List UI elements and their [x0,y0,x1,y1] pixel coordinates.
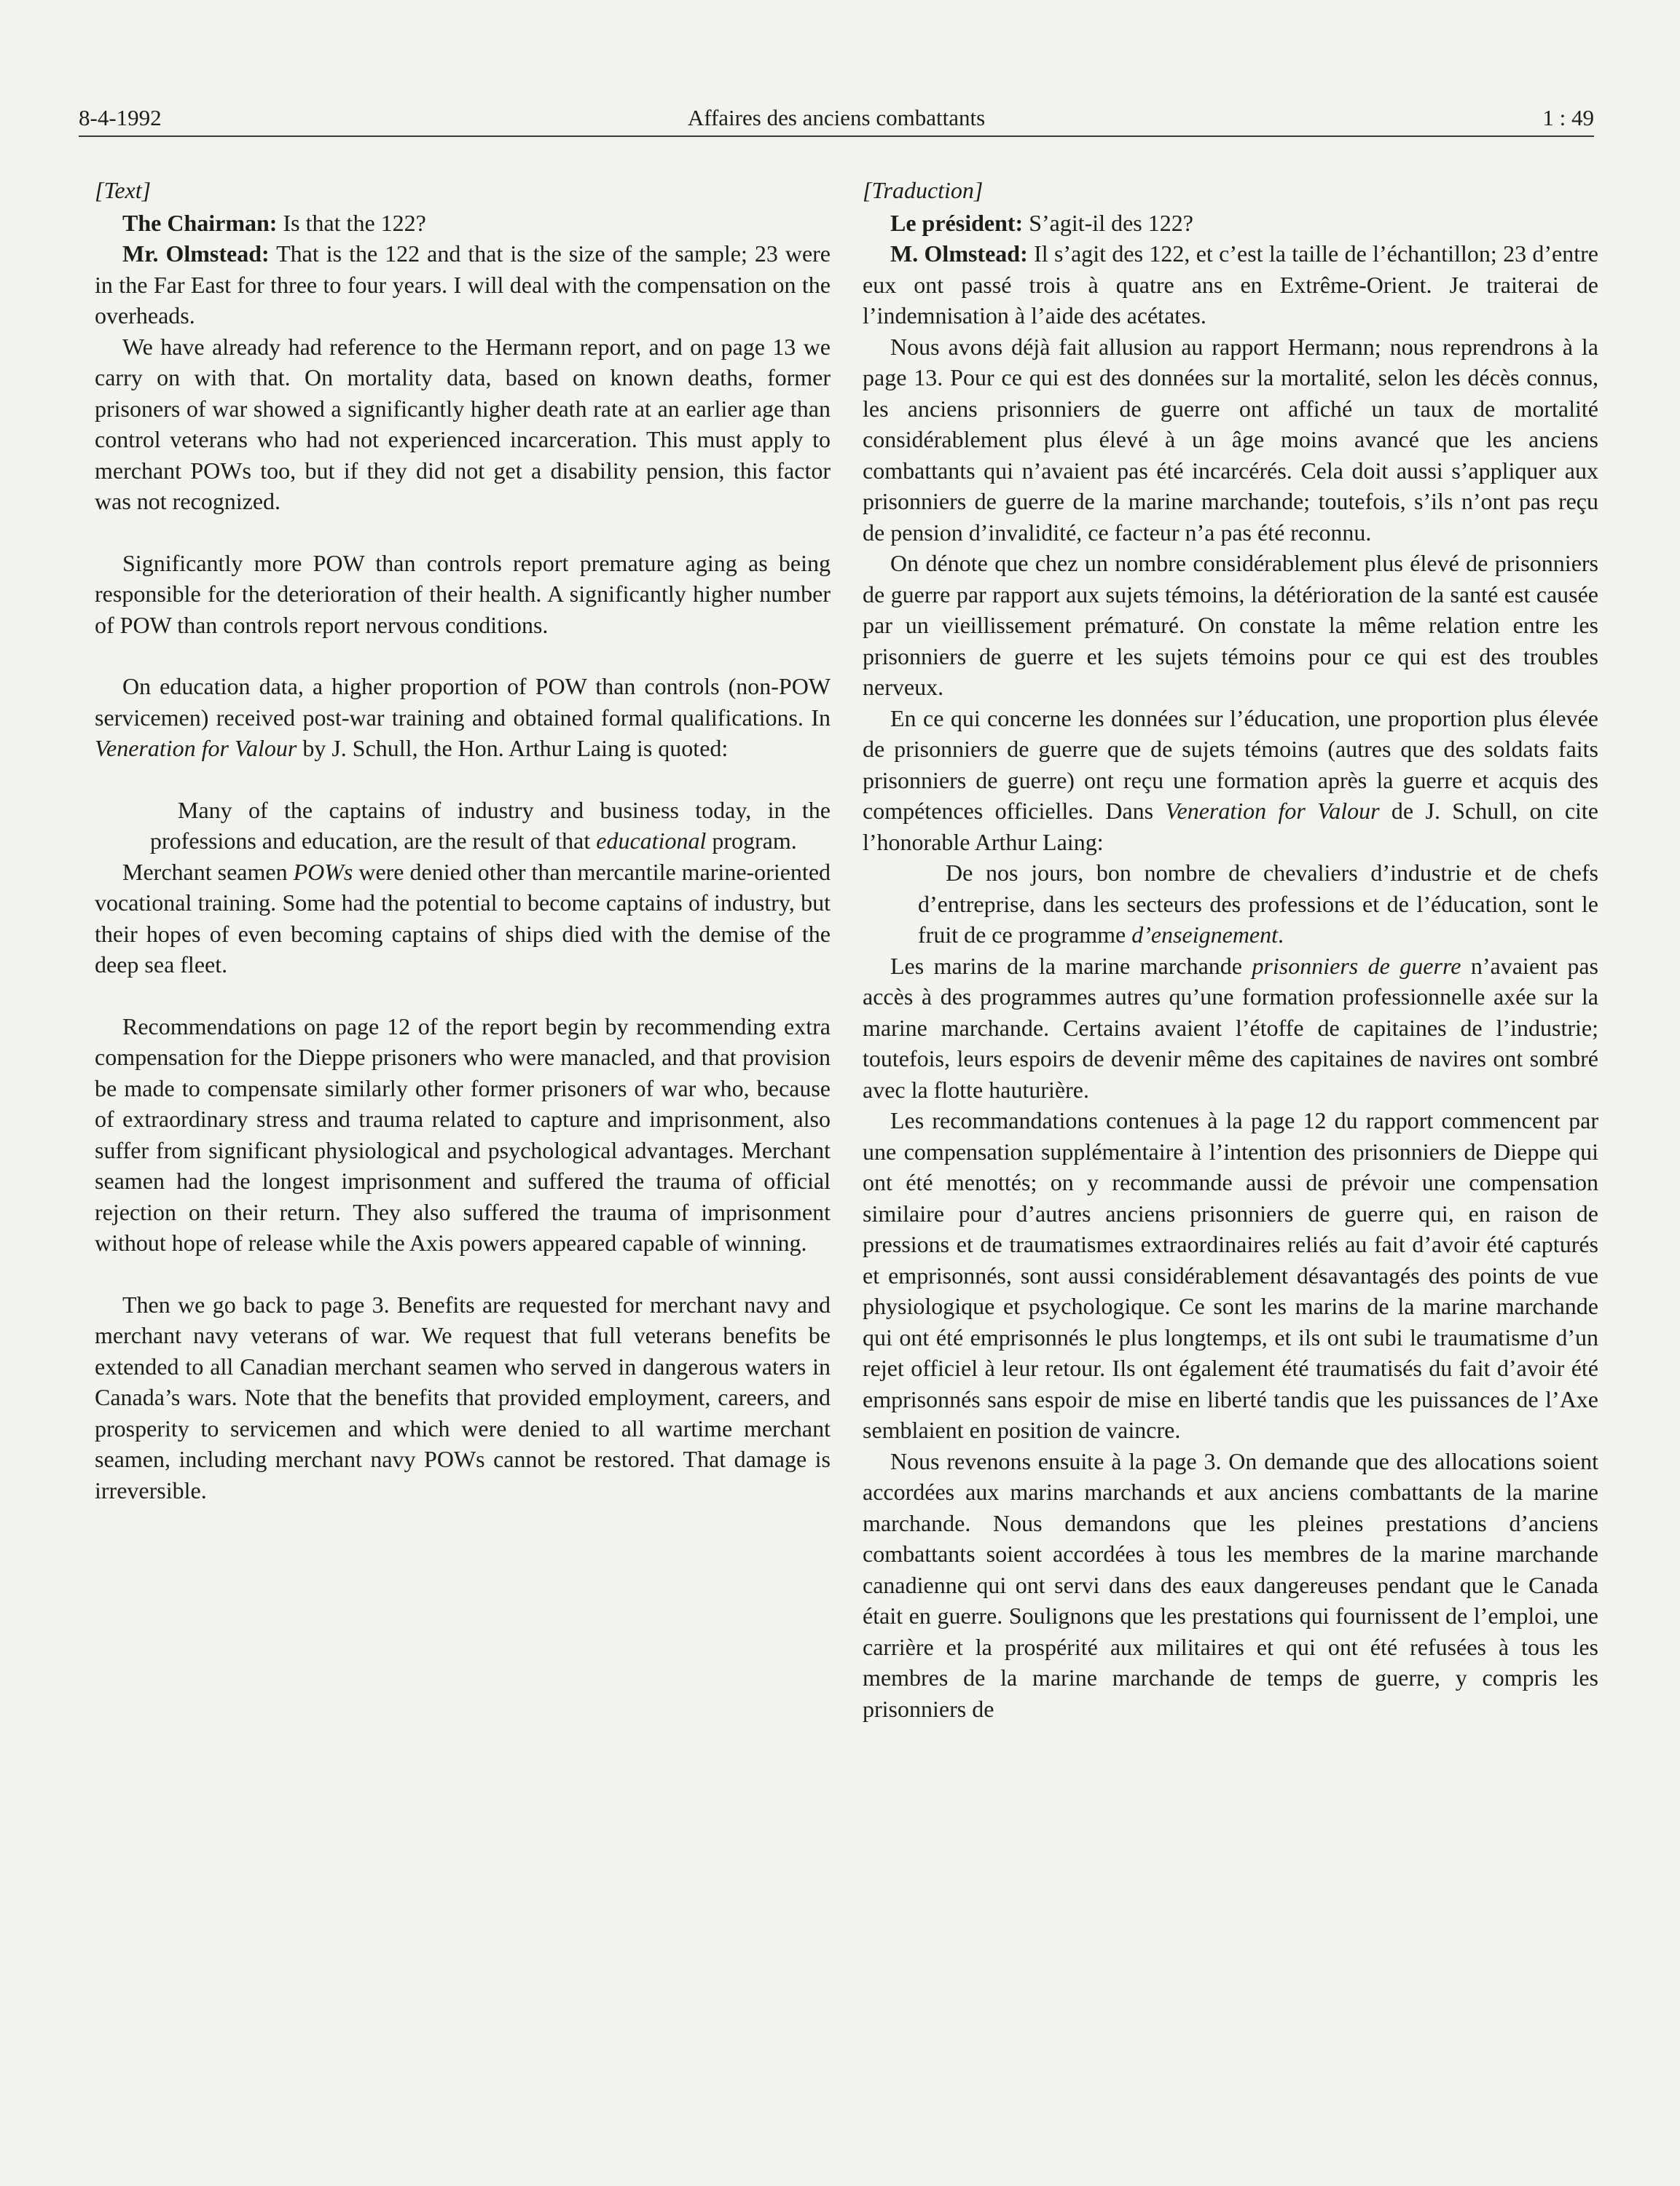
paragraph [863,703,1598,858]
paragraph: Nous avons déjà fait allusion au rapport Hermann; nous reprendrons à la page 13. Pour ce qui est des données sur la mortalité, selon les décès connus, les anciens prisonniers de guerre ont affiché un taux de mortalité considérablement plus élevé à un âge moins avancé que les anciens combattants qui n’avaient pas été incarcérés. Cela doit aussi s’appliquer aux prisonniers de guerre de la marine marchande; toutefois, s’ils n’ont pas reçu de pension d’invalidité, ce facteur n’a pas été reconnu. [863,333,1598,546]
speech-text: Is that the 122? [277,209,426,236]
speaker-name: The Chairman: [122,209,278,236]
paragraph [95,238,831,331]
text-run: . [1278,921,1284,948]
text-run: Les marins de la marine marchande [890,952,1252,979]
emphasis: educational [596,827,707,854]
paragraph: Significantly more POW than controls report premature aging as being responsible for the deterioration of their health. A significantly higher number of POW than controls report nervous conditions. [95,549,831,638]
language-label-text: Text [103,177,142,203]
paragraph: Nous revenons ensuite à la page 3. On demande que des allocations soient accordées aux marins marchands et aux anciens combattants de la marine marchande. Nous demandons que les pleines prestations d’anciens combattants soient accordées à tous les membres de la marine marchande canadienne qui ont servi dans des eaux dangereuses pendant que le Canada était en guerre. Soulignons que les prestations qui fournissent de l’emploi, une carrière et la prospérité aux militaires et qui ont été refusées à tous les membres de la marine marchande de temps de guerre, y compris les prisonniers de [863,1447,1598,1722]
text-run: de J. Schull, on cite l’honorable Arthur Laing: [863,798,1599,855]
header-page-number: 1 : 49 [1542,105,1594,130]
speech-text: That is the 122 and that is the size of the sample; 23 were in the Far East for three to four years. I will deal with the compensation on the overheads. [95,240,831,329]
book-title: Veneration for Valour [95,735,297,761]
paragraph [95,671,831,764]
language-label: [Text] [95,177,152,203]
paragraph: We have already had reference to the Hermann report, and on page 13 we carry on with that. On mortality data, based on known deaths, former prisoners of war showed a significantly higher death rate at an earlier age than control veterans who had not experienced incarceration. This must apply to merchant POWs too, but if they did not get a disability pension, this factor was not recognized. [95,333,831,514]
language-label: [Traduction] [863,177,984,203]
speech-text: Il s’agit des 122, et c’est la taille de l’échantillon; 23 d’entre eux ont passé trois à quatre ans en Extrême-Orient. Je traiterai de l’indemnisation à l’aide des acétates. [863,240,1599,329]
book-title: Veneration for Valour [1165,798,1380,824]
text-run: program. [706,827,797,854]
paragraph: On dénote que chez un nombre considérablement plus élevé de prisonniers de guerre par rapport aux sujets témoins, la détérioration de la santé est causée par un vieillissement prématuré. On constate la même relation entre les prisonniers de guerre et les sujets témoins pour ce qui est des troubles nerveux. [863,550,1598,700]
emphasis: POWs [293,858,353,885]
paragraph: Les recommandations contenues à la page 12 du rapport commencent par une compensation supplémentaire à l’intention des prisonniers de Dieppe qui ont été menottés; on y recommande aussi de prévoir une compensation similaire pour d’autres anciens prisonniers de guerre qui, en raison de pressions et de traumatismes extraordinaires reliés au fait d’avoir été capturés et emprisonnés, sont aussi considérablement désavantagés des points de vue physiologique et psychologique. Ce sont les marins de la marine marchande qui ont été emprisonnés le plus longtemps, et ils ont subi le traumatisme d’un rejet officiel à leur retour. Ils ont également été traumatisés du fait d’avoir été emprisonnés sans espoir de mise en liberté tandis que les puissances de l’Axe semblaient en position de vaincre. [863,1107,1598,1443]
paragraph [95,208,831,239]
header-title: Affaires des anciens combattants [687,105,986,130]
emphasis: d’enseignement [1131,921,1279,948]
block-quote [150,795,831,857]
language-label-text: Traduction [871,177,974,203]
text-run: n’avaient pas accès à des programmes autres qu’une formation professionnelle axée sur la marine marchande. Certains avaient l’étoffe de capitaines de l’industrie; toutefois, leurs espoirs de devenir même des capitaines de navires ont sombré avec la flotte hauturière. [863,952,1598,1103]
text-run: Merchant seamen [122,858,294,885]
text-run: De nos jours, bon nombre de chevaliers d’industrie et de chefs d’entreprise, dans les secteurs des professions et de l’éducation, sont le fruit de ce programme [918,860,1598,948]
paragraph [863,208,1598,239]
header-rule [79,135,1594,137]
paragraph: Recommendations on page 12 of the report begin by recommending extra compensation for the Dieppe prisoners who were manacled, and that provision be made to compensate similarly other former prisoners of war who, because of extraordinary stress and trauma related to capture and imprisonment, also suffer from significant physiological and psychological advantages. Merchant seamen had the longest imprisonment and suffered the trauma of official rejection on their return. They also suffered the trauma of imprisonment without hope of release while the Axis powers appeared capable of winning. [95,1013,831,1256]
speaker-name: Mr. Olmstead: [122,240,270,267]
paragraph [863,238,1598,331]
paragraph: Then we go back to page 3. Benefits are requested for merchant navy and merchant navy veterans of war. We request that full veterans benefits be extended to all Canadian merchant seamen who served in dangerous waters in Canada’s wars. Note that the benefits that provided employment, careers, and prosperity to servicemen and which were denied to all wartime merchant seamen, including merchant navy POWs cannot be restored. That damage is irreversible. [95,1291,831,1503]
block-quote [918,857,1598,951]
speaker-name: M. Olmstead: [890,240,1028,267]
paragraph [95,857,831,980]
english-column [95,175,831,1506]
emphasis: prisonniers de guerre [1252,952,1461,979]
header-date: 8-4-1992 [79,105,162,130]
french-column [863,175,1598,1724]
text-run: En ce qui concerne les données sur l’éducation, une proportion plus élevée de prisonniers de guerre que de sujets témoins (autres que des soldats faits prisonniers de guerre) ont reçu une formation après la guerre et acquis des compétences officielles. Dans [863,704,1598,824]
text-run: were denied other than mercantile marine-oriented vocational training. Some had the potential to become captains of industry, but their hopes of even becoming captains of ships died with the demise of the deep sea fleet. [95,858,831,978]
paragraph [863,951,1598,1106]
text-run: Many of the captains of industry and business today, in the professions and education, are the result of that [150,796,831,854]
text-run: by J. Schull, the Hon. Arthur Laing is quoted: [297,735,729,761]
speech-text: S’agit-il des 122? [1023,209,1193,236]
speaker-name: Le président: [890,209,1024,236]
page-header [79,102,1594,137]
text-run: On education data, a higher proportion of POW than controls (non-POW servicemen) received post-war training and obtained formal qualifications. In [95,673,831,731]
